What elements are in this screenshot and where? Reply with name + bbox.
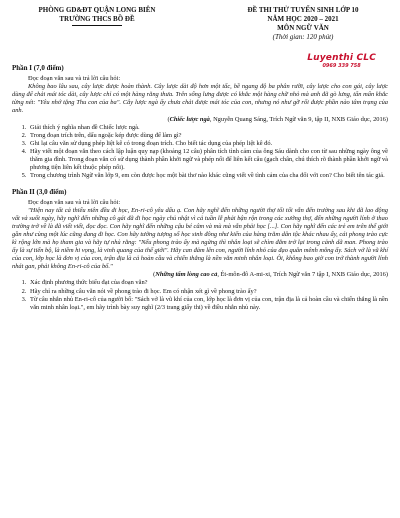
school-year: NĂM HỌC 2020 – 2021 <box>267 15 339 24</box>
header-underline <box>72 25 122 26</box>
exam-title-block <box>218 6 388 42</box>
exam-header <box>12 6 388 42</box>
question-item: 5. Trong chương trình Ngữ văn lớp 9, em còn được học một bài thơ nào khác cũng viết về tình cảm của cha đối với con? Cho biết tên tác giả. <box>28 172 388 180</box>
part1-source-rest: , Nguyễn Quang Sáng, Trích Ngữ văn 9, tập II, NXB Giáo dục, 2016) <box>209 115 388 123</box>
part1-passage: Không bao lâu sau, cây lược được hoàn thành. Cây lược dài độ hơn một tấc, bề ngang độ ba phân rưỡi, cây lược cho con gái, cây lược dùng để chải mái tóc dài, cây lược chỉ có một hàng răng thưa. Trên sống lưng được có khắc một hàng chữ nhỏ mà anh đã gò lưng, tẩn mẩn khắc từng nét: "Yêu nhớ tặng Thu con của ba". Cây lược ngà ấy chưa chải được mái tóc của con, nhưng nó như gỡ rối được phần nào tâm trạng của anh. <box>12 83 388 115</box>
part2-source: (Những tấm lòng cao cả, Ét-môn-đô A-mi-xi, Trích Ngữ văn 7 tập I, NXB Giáo dục, 2016) <box>153 271 388 279</box>
exam-title: ĐỀ THI THỬ TUYỂN SINH LỚP 10 <box>247 6 359 14</box>
part2-questions <box>12 279 388 311</box>
part2-source-title: Những tấm lòng cao cả <box>155 271 218 279</box>
part1-source-title: Chiếc lược ngà <box>169 115 210 123</box>
logo-brand: Luyenthi CLC <box>307 53 376 63</box>
question-item: 1. Giải thích ý nghĩa nhan đề Chiếc lược ngà. <box>28 124 388 132</box>
part2-title: Phần II (3,0 điểm) <box>12 188 67 196</box>
part1-title: Phần I (7,0 điểm) <box>12 64 64 73</box>
question-item: 3. Ghi lại câu văn sử dụng phép liệt kê có trong đoạn trích. Cho biết tác dụng của phép liệt kê đó. <box>28 140 388 148</box>
part2-passage: "Hiện nay tất cả thiếu niên đều đi học, En-ri-cô yêu dấu ạ. Con hãy nghĩ đến những người thợ tối tối vẫn đến trường sau khi đã lao động vất vả suốt ngày, hãy nghĩ đến những cô gái đã đi học ngày chủ nhật vì cả tuần lễ phải bận rộn trong các xưởng thợ, đến những người lính ở thao trường trở về là đã viết viết, đọc đọc. Con hãy nghĩ đến những cậu bé câm và mù mà vẫn phải học [...]. Con hãy nghĩ đến các trẻ em trên thế giới gần như cùng một lúc cũng đang đi học. Con hãy tưởng tượng số học sinh đông như kiến của hàng trăm dân tộc khác nhau ấy, cái phong trào cực kì rộng lớn mà họ tham gia và hãy tự nhủ rằng: "Nếu phong trào ấy mà ngừng thì nhân loại sẽ chìm đắm trở lại trong cảnh dã man. Phong trào ấy là sự tiến bộ, là niềm hi vọng, là vinh quang của thế giới". Hãy can đảm lên con, người lính nhỏ của đạo quân mênh mông ấy. Sách vở là vũ khí của con, lớp học là đơn vị của con, trận địa là cả hoàn cầu và chiến thắng là nền văn minh nhân loại. Ôi, không bao giờ con trở thành người lính nhát gan, phải không En-ri-cô của bố." <box>12 206 388 271</box>
part2-source-rest: , Ét-môn-đô A-mi-xi, Trích Ngữ văn 7 tập I, NXB Giáo dục, 2016) <box>217 271 388 279</box>
brand-logo <box>307 53 376 70</box>
exam-duration: (Thời gian: 120 phút) <box>272 33 334 42</box>
part2-instruction: Đọc đoạn văn sau và trả lời câu hỏi: <box>28 198 121 206</box>
question-item: 2. Trong đoạn trích trên, dấu ngoặc kép được dùng để làm gì? <box>28 132 388 140</box>
question-item: 4. Hãy viết một đoạn văn theo cách lập luận quy nạp (khoảng 12 câu) phân tích tình cảm của ông Sáu dành cho con từ sau những ngày ông về thăm gia đình. Trong đoạn văn có sử dụng thành phần khởi ngữ và phép nối để liên kết câu (gạch chân, chú thích rõ thành phần khởi ngữ và phương tiện liên kết thuộc phép nối). <box>28 148 388 172</box>
school-name: TRƯỜNG THCS BỒ ĐỀ <box>59 15 135 24</box>
question-item: 3. Từ câu nhắn nhủ En-ri-cô của người bố: "Sách vở là vũ khí của con, lớp học là đơn vị của con, trận địa là cả hoàn cầu và chiến thắng là nền văn minh nhân loại.", em hãy trình bày suy nghĩ (2/3 trang giấy thi) về điều nhắn nhủ này. <box>28 296 388 312</box>
part1-instruction: Đọc đoạn văn sau và trả lời câu hỏi: <box>28 75 121 83</box>
school-block <box>12 6 182 42</box>
logo-phone: 0969 339 758 <box>322 63 361 70</box>
part1-questions <box>12 124 388 180</box>
part1-source: (Chiếc lược ngà, Nguyễn Quang Sáng, Trích Ngữ văn 9, tập II, NXB Giáo dục, 2016) <box>167 115 388 123</box>
question-item: 1. Xác định phương thức biểu đạt của đoạn văn? <box>28 279 388 287</box>
subject-name: MÔN NGỮ VĂN <box>277 24 329 33</box>
department-name: PHÒNG GD&ĐT QUẬN LONG BIÊN <box>38 6 156 14</box>
question-item: 2. Hãy chỉ ra những câu văn nói về phong trào đi học. Em có nhận xét gì về phong trào ấy? <box>28 288 388 296</box>
